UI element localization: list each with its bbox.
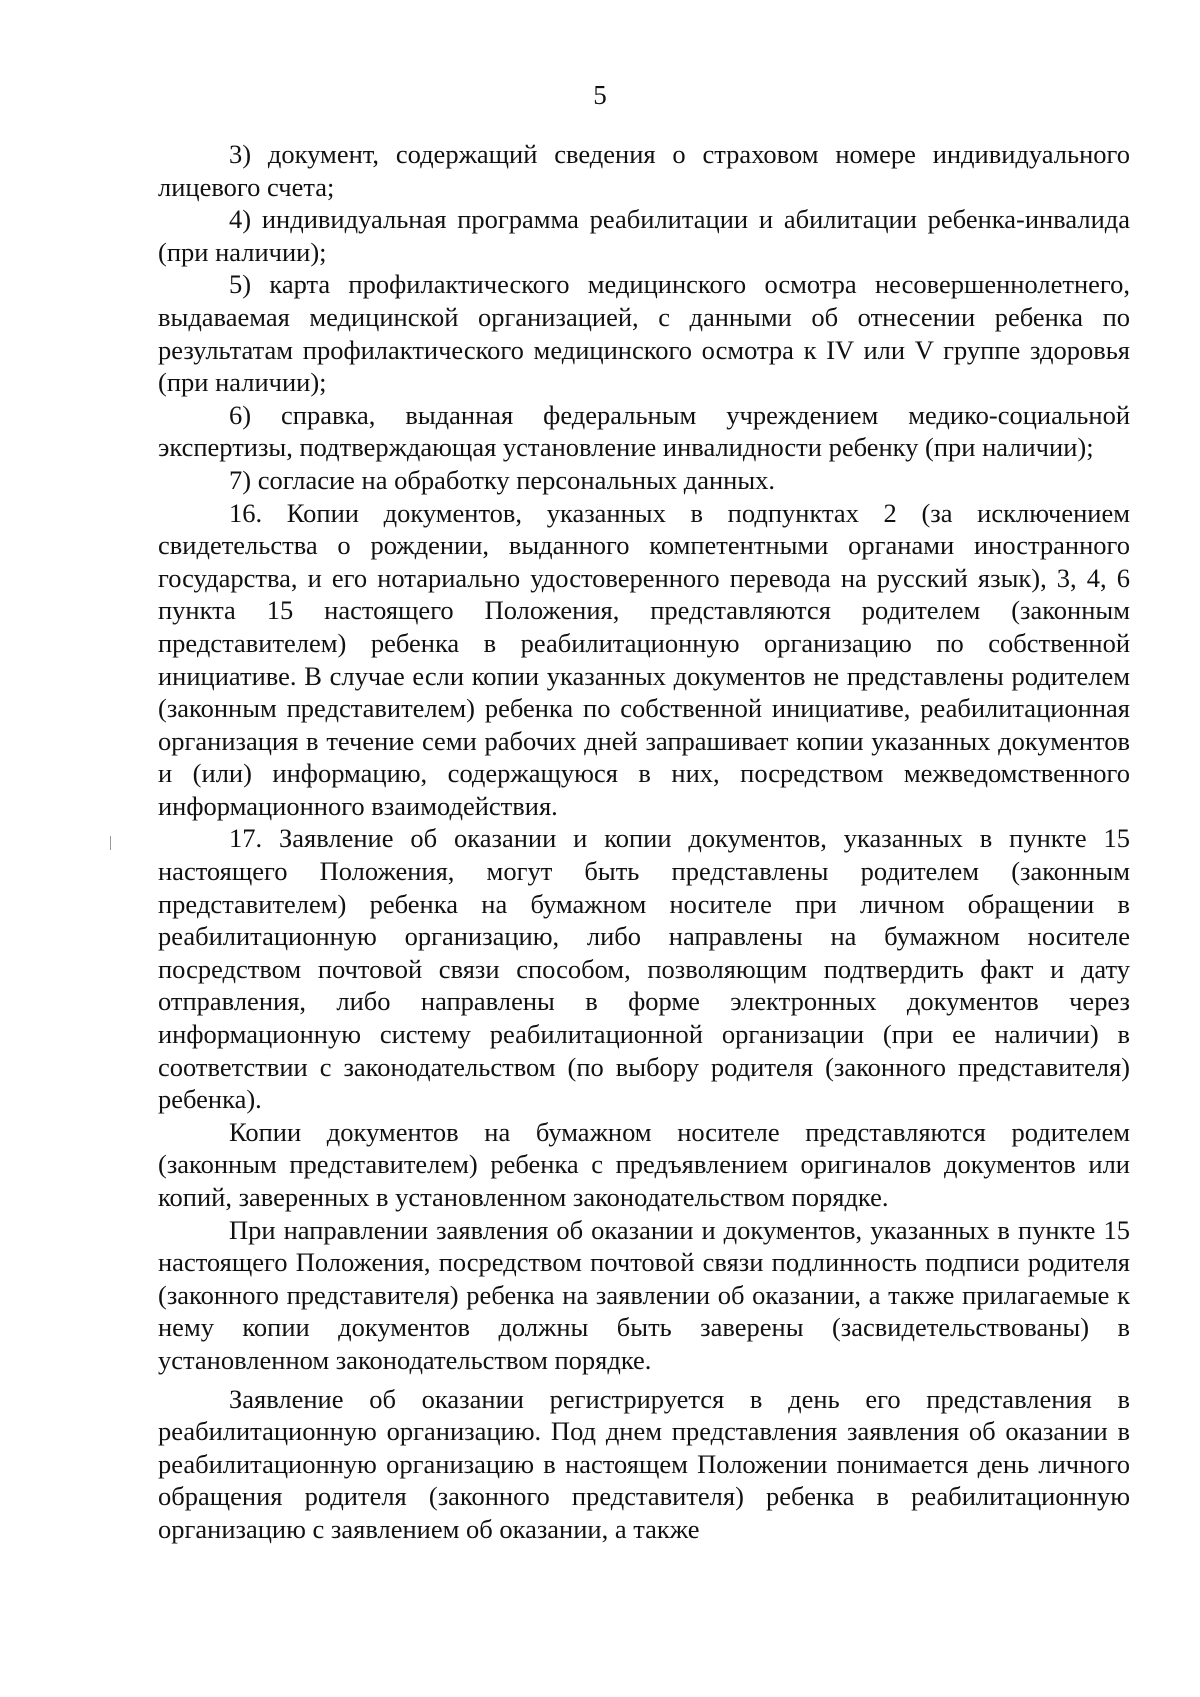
margin-scan-mark	[110, 836, 111, 850]
paragraph-section-16: 16. Копии документов, указанных в подпунктах 2 (за исключением свидетельства о рождении, выданного компетентными органами иностранного государства, и его нотариально удостоверенного перевода на русский язык), 3, 4, 6 пункта 15 настоящего Положения, представляются родителем (законным представителем) ребенка в реабилитационную организацию по собственной инициативе. В случае если копии указанных документов не представлены родителем (законным представителем) ребенка по собственной инициативе, реабилитационная организация в течение семи рабочих дней запрашивает копии указанных документов и (или) информацию, содержащуюся в них, посредством межведомственного информационного взаимодействия.	[158, 497, 1130, 821]
page-number: 5	[593, 80, 607, 110]
paragraph-paper-copies: Копии документов на бумажном носителе представляются родителем (законным представителем) ребенка с предъявлением оригиналов документов или копий, заверенных в установленном законодательством порядке.	[158, 1116, 1130, 1212]
paragraph-registration: Заявление об оказании регистрируется в день его представления в реабилитационную организацию. Под днем представления заявления об оказании в реабилитационную организацию в настоящем Положении понимается день личного обращения родителя (законного представителя) ребенка в реабилитационную организацию с заявлением об оказании, а также	[158, 1383, 1130, 1544]
paragraph-item-5: 5) карта профилактического медицинского осмотра несовершеннолетнего, выдаваемая медицинской организацией, с данными об отнесении ребенка по результатам профилактического медицинского осмотра к IV или V группе здоровья (при наличии);	[158, 269, 1130, 398]
document-body	[158, 138, 1130, 1546]
paragraph-item-4: 4) индивидуальная программа реабилитации и абилитации ребенка-инвалида (при наличии);	[158, 204, 1130, 267]
paragraph-item-7: 7) согласие на обработку персональных данных.	[229, 464, 776, 495]
paragraph-postal-submission: При направлении заявления об оказании и документов, указанных в пункте 15 настоящего Положения, посредством почтовой связи подлинность подписи родителя (законного представителя) ребенка на заявлении об оказании, а также прилагаемые к нему копии документов должны быть заверены (засвидетельствованы) в установленном законодательством порядке.	[158, 1214, 1130, 1375]
paragraph-item-6: 6) справка, выданная федеральным учреждением медико-социальной экспертизы, подтверждающая установление инвалидности ребенку (при наличии);	[158, 399, 1130, 463]
paragraph-section-17: 17. Заявление об оказании и копии документов, указанных в пункте 15 настоящего Положения, могут быть представлены родителем (законным представителем) ребенка на бумажном носителе при личном обращении в реабилитационную организацию, либо направлены на бумажном носителе посредством почтовой связи способом, позволяющим подтвердить факт и дату отправления, либо направлены в форме электронных документов через информационную систему реабилитационной организации (при ее наличии) в соответствии с законодательством (по выбору родителя (законного представителя) ребенка).	[158, 823, 1130, 1115]
paragraph-item-3: 3) документ, содержащий сведения о страховом номере индивидуального лицевого счета;	[158, 139, 1130, 202]
